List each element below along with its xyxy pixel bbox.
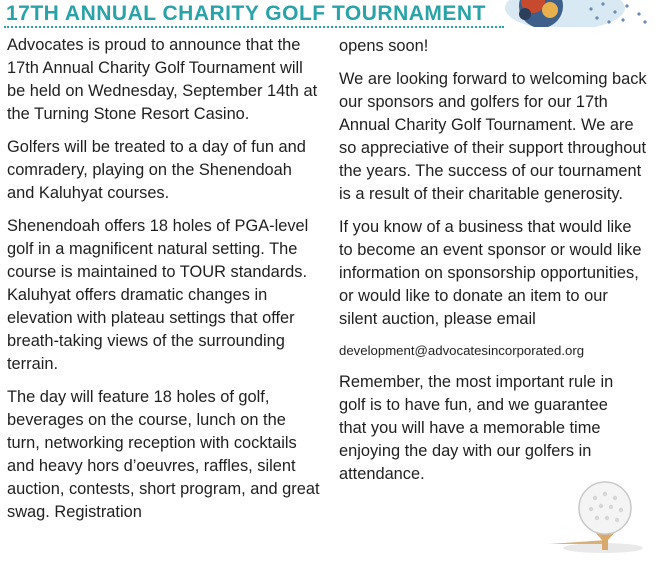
contact-email[interactable]: development@advocatesincorporated.org [339,343,585,358]
closing-paragraph: Remember, the most important rule in golf is to have fun, and we guarantee that you will have a memorable time enjoying the day with our golfers in attendance. [339,373,614,483]
right-column [339,35,649,496]
title-divider [4,26,504,29]
golf-ball-on-tee-image [545,470,650,555]
golfers-paragraph: Golfers will be treated to a day of fun and comradery, playing on the Shenendoah and Kaluhyat courses. [7,138,306,202]
sponsors-paragraph: We are looking forward to welcoming back our sponsors and golfers for our 17th Annual Charity Golf Tournament. We are so appreciative of their support throughout the years. The success of our tournament is a result of their charitable generosity. [339,70,647,203]
golf-ball-header-image [505,0,655,27]
page-title: 17TH ANNUAL CHARITY GOLF TOURNAMENT [6,2,486,25]
announcement-paragraph: Advocates is proud to announce that the 17th Annual Charity Golf Tournament will be held on Wednesday, September 14th at the Turning Stone Resort Casino. [7,36,318,123]
registration-continuation: opens soon! [339,37,429,55]
left-column [7,34,323,534]
features-paragraph: The day will feature 18 holes of golf, beverages on the course, lunch on the turn, networking reception with cocktails and heavy hors d’oeuvres, raffles, silent auction, contests, short program, and great swag. Registration [7,388,320,521]
courses-paragraph: Shenendoah offers 18 holes of PGA-level golf in a magnificent natural setting. The course is maintained to TOUR standards. Kaluhyat offers dramatic changes in elevation with plateau settings that offer breath-taking views of the surrounding terrain. [7,217,309,373]
sponsorship-paragraph: If you know of a business that would like to become an event sponsor or would like information on sponsorship opportunities, or would like to donate an item to our silent auction, please email [339,218,642,328]
